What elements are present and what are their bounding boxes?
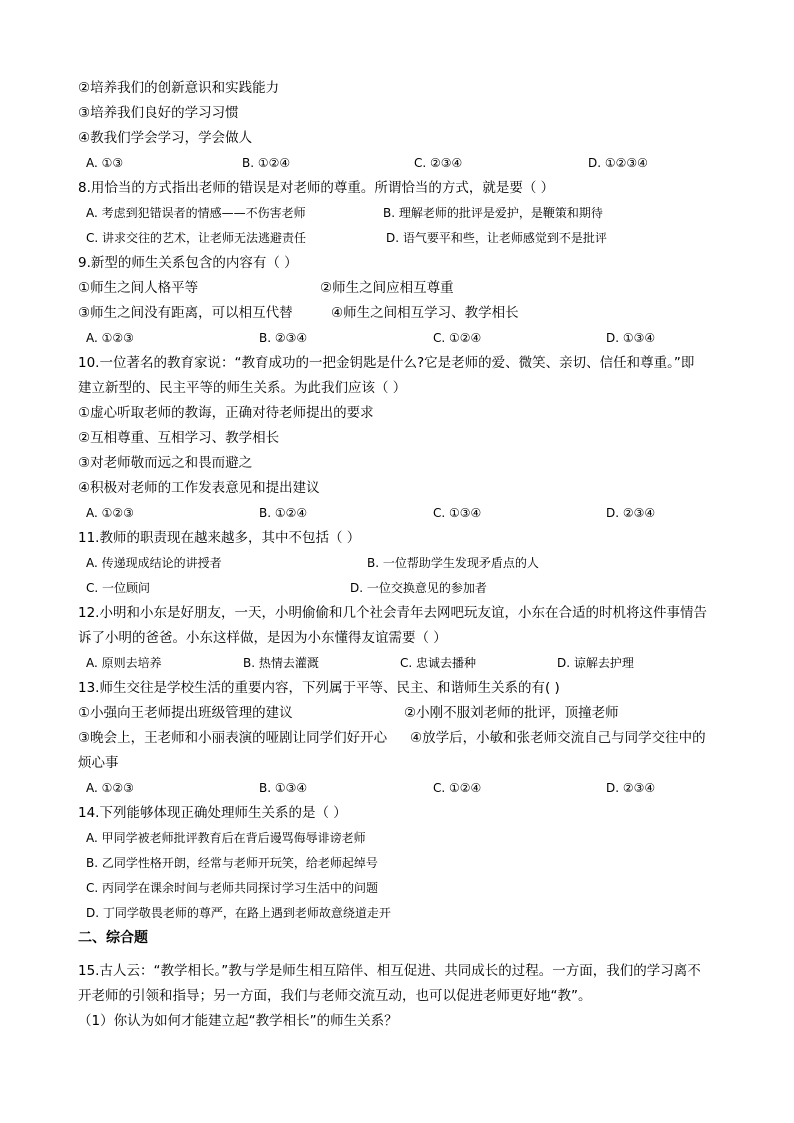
- q14-option-d: D. 丁同学敬畏老师的尊严，在路上遇到老师故意绕道走开: [86, 906, 391, 920]
- q10-option-a: A. ①②③: [86, 506, 134, 520]
- question-13: 13.师生交往是学校生活的重要内容，下列属于平等、民主、和谐师生关系的有( ): [78, 680, 560, 696]
- q13-option-c: C. ①②④: [433, 781, 482, 795]
- q7-option-a: A. ①③: [86, 156, 124, 170]
- q10-option-d: D. ②③④: [606, 506, 656, 520]
- q8-option-b: B. 理解老师的批评是爱护，是鞭策和期待: [383, 206, 603, 220]
- q7-option-b: B. ①②④: [242, 156, 291, 170]
- q12-option-c: C. 忠诚去播种: [400, 656, 477, 670]
- q13-statement-3: ③晚会上，王老师和小丽表演的哑剧让同学们好开心: [78, 730, 388, 746]
- q11-option-b: B. 一位帮助学生发现矛盾点的人: [367, 556, 539, 570]
- q10-option-c: C. ①③④: [433, 506, 482, 520]
- q13-option-a: A. ①②③: [86, 781, 134, 795]
- q13-statement-1: ①小强向王老师提出班级管理的建议: [78, 705, 293, 721]
- question-15-line-2: 开老师的引领和指导；另一方面，我们与老师交流互动，也可以促进老师更好地“教”。: [78, 988, 592, 1004]
- q8-option-a: A. 考虑到犯错误者的情感——不伤害老师: [86, 206, 306, 220]
- q10-statement-4: ④积极对老师的工作发表意见和提出建议: [78, 480, 320, 496]
- question-14: 14.下列能够体现正确处理师生关系的是（ ）: [78, 805, 347, 821]
- statement-4: ④教我们学会学习，学会做人: [78, 130, 253, 146]
- q8-option-c: C. 讲求交往的艺术，让老师无法逃避责任: [86, 231, 307, 245]
- q13-statement-4: ④放学后，小敏和张老师交流自己与同学交往中的: [410, 730, 706, 746]
- q7-option-d: D. ①②③④: [588, 156, 648, 170]
- q11-option-d: D. 一位交换意见的参加者: [350, 581, 487, 595]
- question-12-line-1: 12.小明和小东是好朋友，一天，小明偷偷和几个社会青年去网吧玩友谊，小东在合适的时机将这件事情告: [78, 605, 707, 621]
- q12-option-b: B. 热情去灌溉: [243, 656, 319, 670]
- q7-option-c: C. ②③④: [414, 156, 463, 170]
- q14-option-c: C. 丙同学在课余时间与老师共同探讨学习生活中的问题: [86, 881, 379, 895]
- q13-option-b: B. ①③④: [259, 781, 308, 795]
- q12-option-d: D. 谅解去护理: [557, 656, 634, 670]
- question-9: 9.新型的师生关系包含的内容有（ ）: [78, 255, 298, 271]
- q10-statement-2: ②互相尊重、互相学习、教学相长: [78, 430, 280, 446]
- q9-statement-3: ③师生之间没有距离，可以相互代替: [78, 305, 293, 321]
- q9-statement-4: ④师生之间相互学习、教学相长: [331, 305, 519, 321]
- question-12-line-2: 诉了小明的爸爸。小东这样做，是因为小东懂得友谊需要（ ）: [78, 630, 447, 646]
- q10-statement-1: ①虚心听取老师的教诲，正确对待老师提出的要求: [78, 405, 374, 421]
- q14-option-b: B. 乙同学性格开朗，经常与老师开玩笑，给老师起绰号: [86, 856, 378, 870]
- question-15-line-1: 15.古人云：“教学相长。”教与学是师生相互陪伴、相互促进、共同成长的过程。一方面，我们的学习离不: [78, 963, 701, 979]
- question-8: 8.用恰当的方式指出老师的错误是对老师的尊重。所谓恰当的方式，就是要（ ）: [78, 180, 555, 196]
- question-11: 11.教师的职责现在越来越多，其中不包括（ ）: [78, 530, 361, 546]
- q9-option-b: B. ②③④: [259, 331, 308, 345]
- q9-statement-1: ①师生之间人格平等: [78, 280, 199, 296]
- section-heading: 二、综合题: [78, 930, 148, 946]
- q9-statement-2: ②师生之间应相互尊重: [320, 280, 454, 296]
- question-15-sub-1: （1）你认为如何才能建立起“教学相长”的师生关系？: [78, 1013, 398, 1029]
- q9-option-a: A. ①②③: [86, 331, 134, 345]
- q9-option-c: C. ①②④: [433, 331, 482, 345]
- q10-option-b: B. ①②④: [259, 506, 308, 520]
- statement-2: ②培养我们的创新意识和实践能力: [78, 80, 280, 96]
- q13-statement-4-cont: 烦心事: [78, 755, 119, 771]
- q12-option-a: A. 原则去培养: [86, 656, 162, 670]
- q13-statement-2: ②小刚不服刘老师的批评，顶撞老师: [404, 705, 619, 721]
- question-10-line-2: 建立新型的、民主平等的师生关系。为此我们应该（ ）: [78, 380, 407, 396]
- q8-option-d: D. 语气要平和些，让老师感觉到不是批评: [386, 231, 607, 245]
- q13-option-d: D. ②③④: [606, 781, 656, 795]
- question-10-line-1: 10.一位著名的教育家说：“教育成功的一把金钥匙是什么?它是老师的爱、微笑、亲切、信任和尊重。”即: [78, 355, 695, 371]
- q9-option-d: D. ①③④: [606, 331, 656, 345]
- q14-option-a: A. 甲同学被老师批评教育后在背后谩骂侮辱诽谤老师: [86, 831, 366, 845]
- statement-3: ③培养我们良好的学习习惯: [78, 105, 239, 121]
- q11-option-c: C. 一位顾问: [86, 581, 151, 595]
- q11-option-a: A. 传递现成结论的讲授者: [86, 556, 222, 570]
- q10-statement-3: ③对老师敬而远之和畏而避之: [78, 455, 253, 471]
